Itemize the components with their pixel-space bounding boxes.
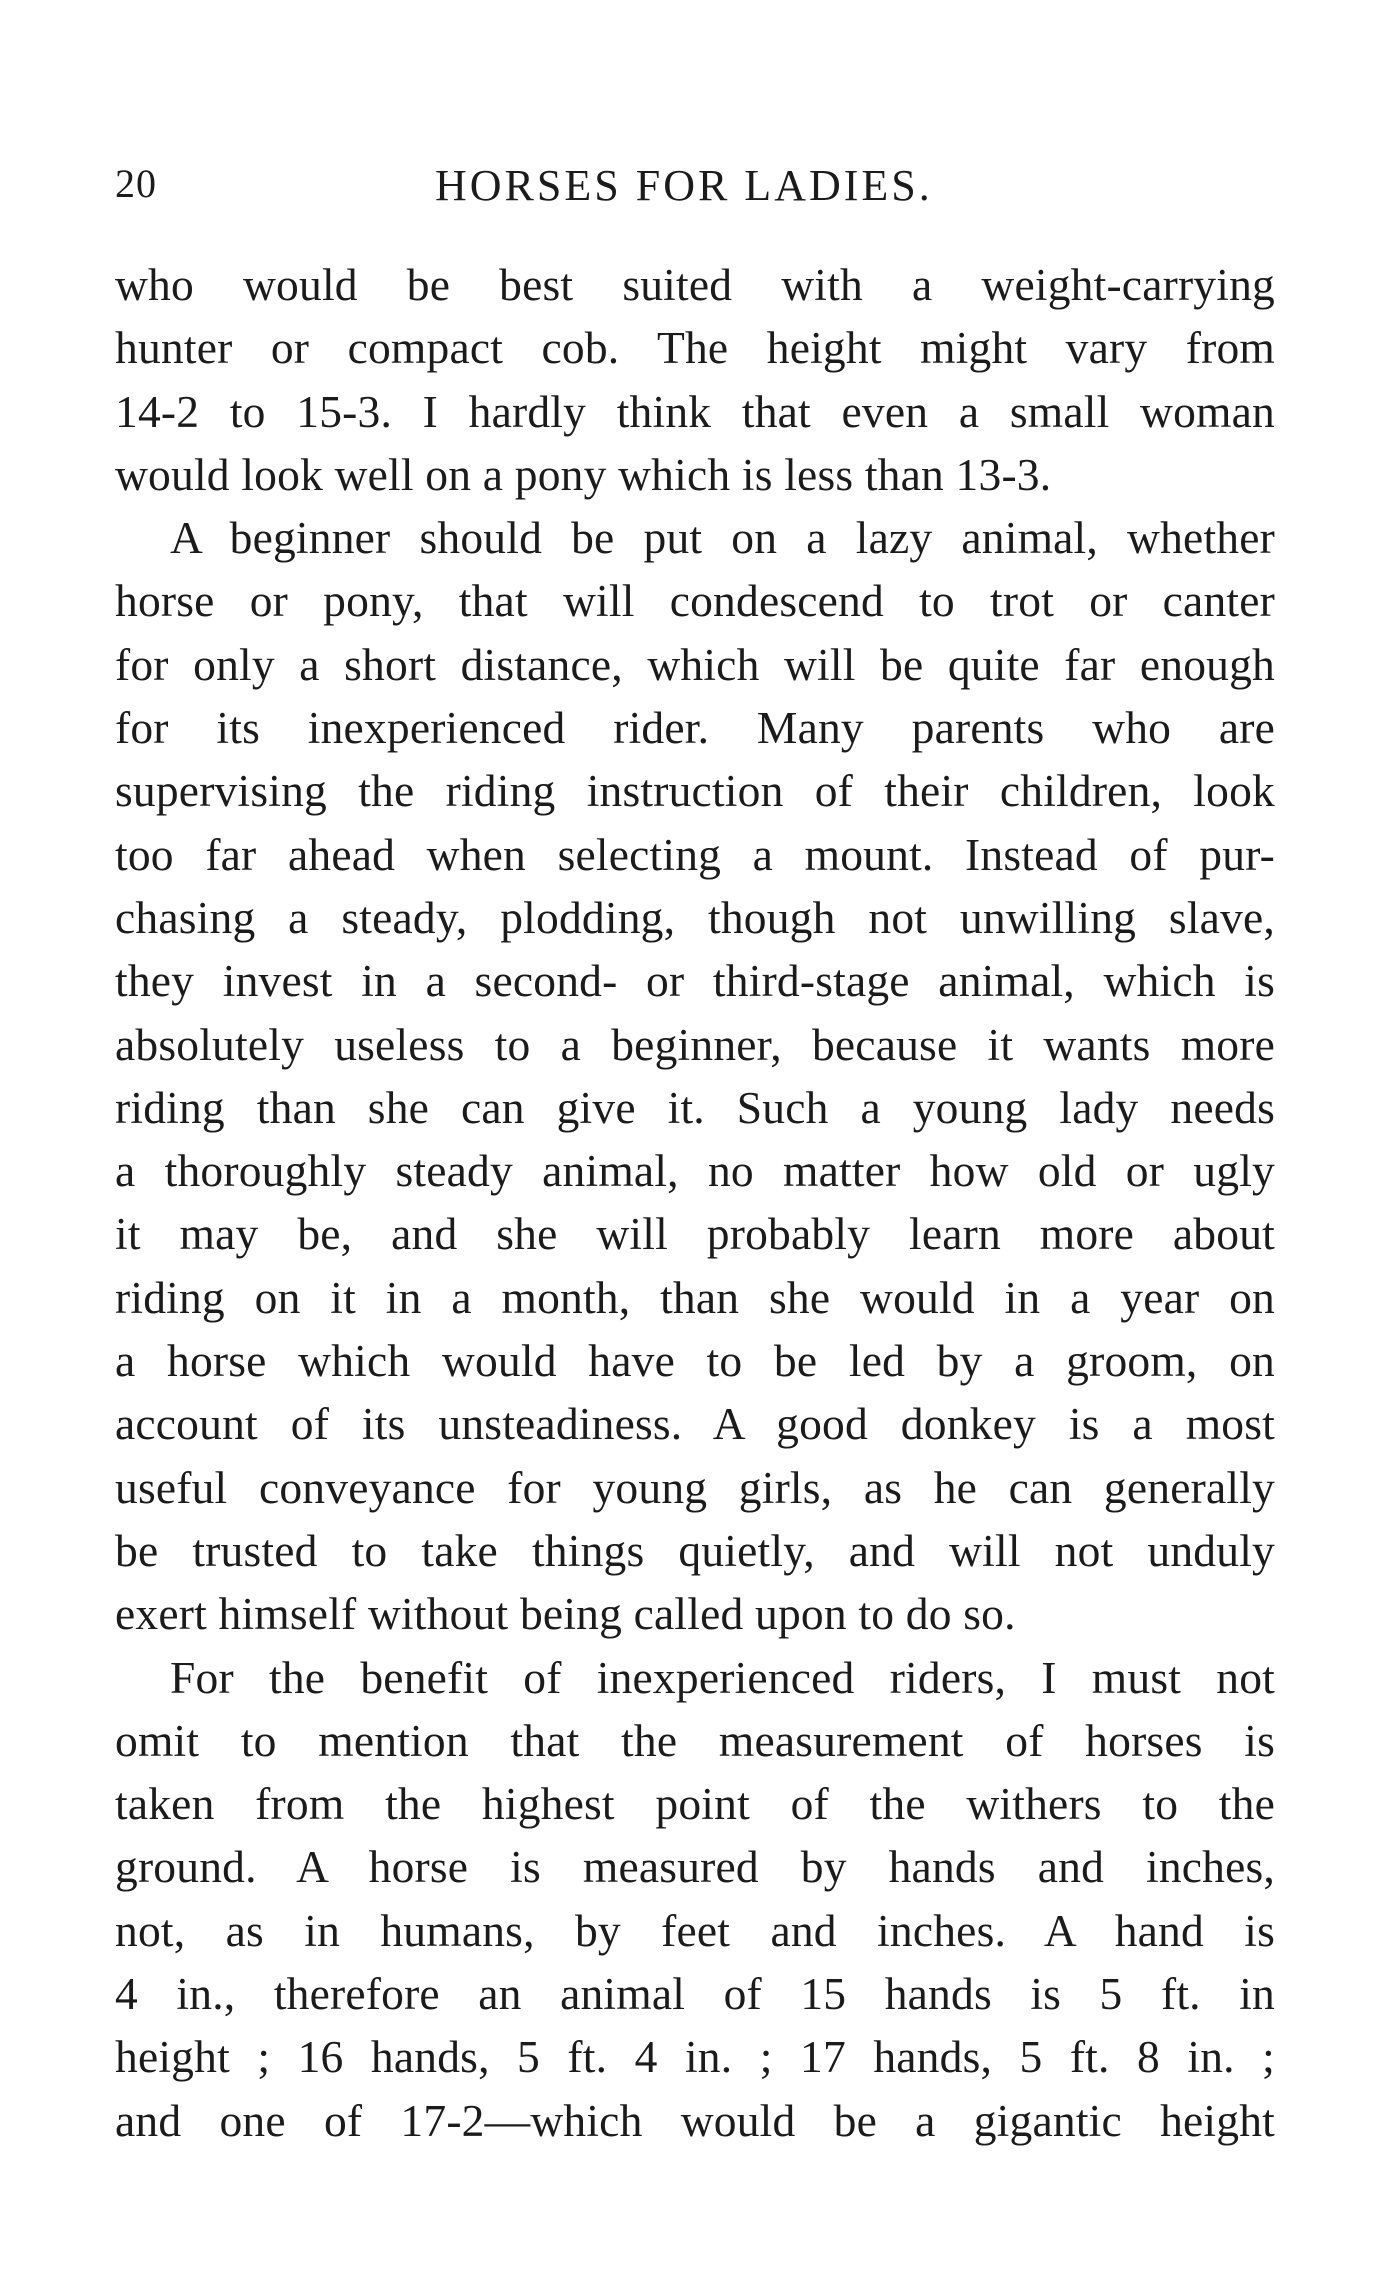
text-line: useful conveyance for young girls, as he can generally <box>115 1461 1275 1513</box>
text-line: 14-2 to 15-3. I hardly think that even a small woman <box>115 385 1275 437</box>
text-line: 4 in., therefore an animal of 15 hands is 5 ft. in <box>115 1968 1275 2020</box>
text-line: For the benefit of inexperienced riders, I must not <box>170 1651 1275 1703</box>
body-text <box>115 253 1275 2152</box>
text-line: horse or pony, that will condescend to trot or canter <box>115 575 1275 627</box>
text-line: taken from the highest point of the withers to the <box>115 1778 1275 1830</box>
text-line: omit to mention that the measurement of horses is <box>115 1714 1275 1766</box>
text-line: chasing a steady, plodding, though not unwilling slave, <box>115 891 1275 943</box>
text-line: riding on it in a month, than she would in a year on <box>115 1271 1275 1323</box>
text-line: for its inexperienced rider. Many parents who are <box>115 702 1275 754</box>
text-line: A beginner should be put on a lazy animal, whether <box>170 512 1275 564</box>
text-line: riding than she can give it. Such a young lady needs <box>115 1081 1275 1133</box>
text-line: absolutely useless to a beginner, because it wants more <box>115 1018 1275 1070</box>
text-line: be trusted to take things quietly, and will not unduly <box>115 1524 1275 1576</box>
text-line: ground. A horse is measured by hands and inches, <box>115 1841 1275 1893</box>
text-line: a horse which would have to be led by a groom, on <box>115 1335 1275 1387</box>
text-line: too far ahead when selecting a mount. Instead of pur- <box>115 828 1275 880</box>
text-line: account of its unsteadiness. A good donkey is a most <box>115 1398 1275 1450</box>
text-line: hunter or compact cob. The height might vary from <box>115 322 1275 374</box>
text-line: not, as in humans, by feet and inches. A hand is <box>115 1904 1275 1956</box>
text-line: and one of 17-2—which would be a gigantic height <box>115 2094 1275 2146</box>
text-line: height ; 16 hands, 5 ft. 4 in. ; 17 hands, 5 ft. 8 in. ; <box>115 2031 1275 2083</box>
text-line: would look well on a pony which is less than 13-3. <box>115 448 1052 500</box>
text-line: for only a short distance, which will be quite far enough <box>115 638 1275 690</box>
page-number: 20 <box>115 161 157 206</box>
text-line: who would be best suited with a weight-carrying <box>115 259 1275 310</box>
text-line: supervising the riding instruction of their children, look <box>115 765 1275 817</box>
running-head <box>115 160 1275 220</box>
running-title: HORSES FOR LADIES. <box>435 161 933 210</box>
text-line: exert himself without being called upon to do so. <box>115 1588 1016 1640</box>
text-line: it may be, and she will probably learn more about <box>115 1208 1275 1260</box>
text-line: a thoroughly steady animal, no matter how old or ugly <box>115 1145 1275 1197</box>
text-line: they invest in a second- or third-stage animal, which is <box>115 955 1275 1007</box>
